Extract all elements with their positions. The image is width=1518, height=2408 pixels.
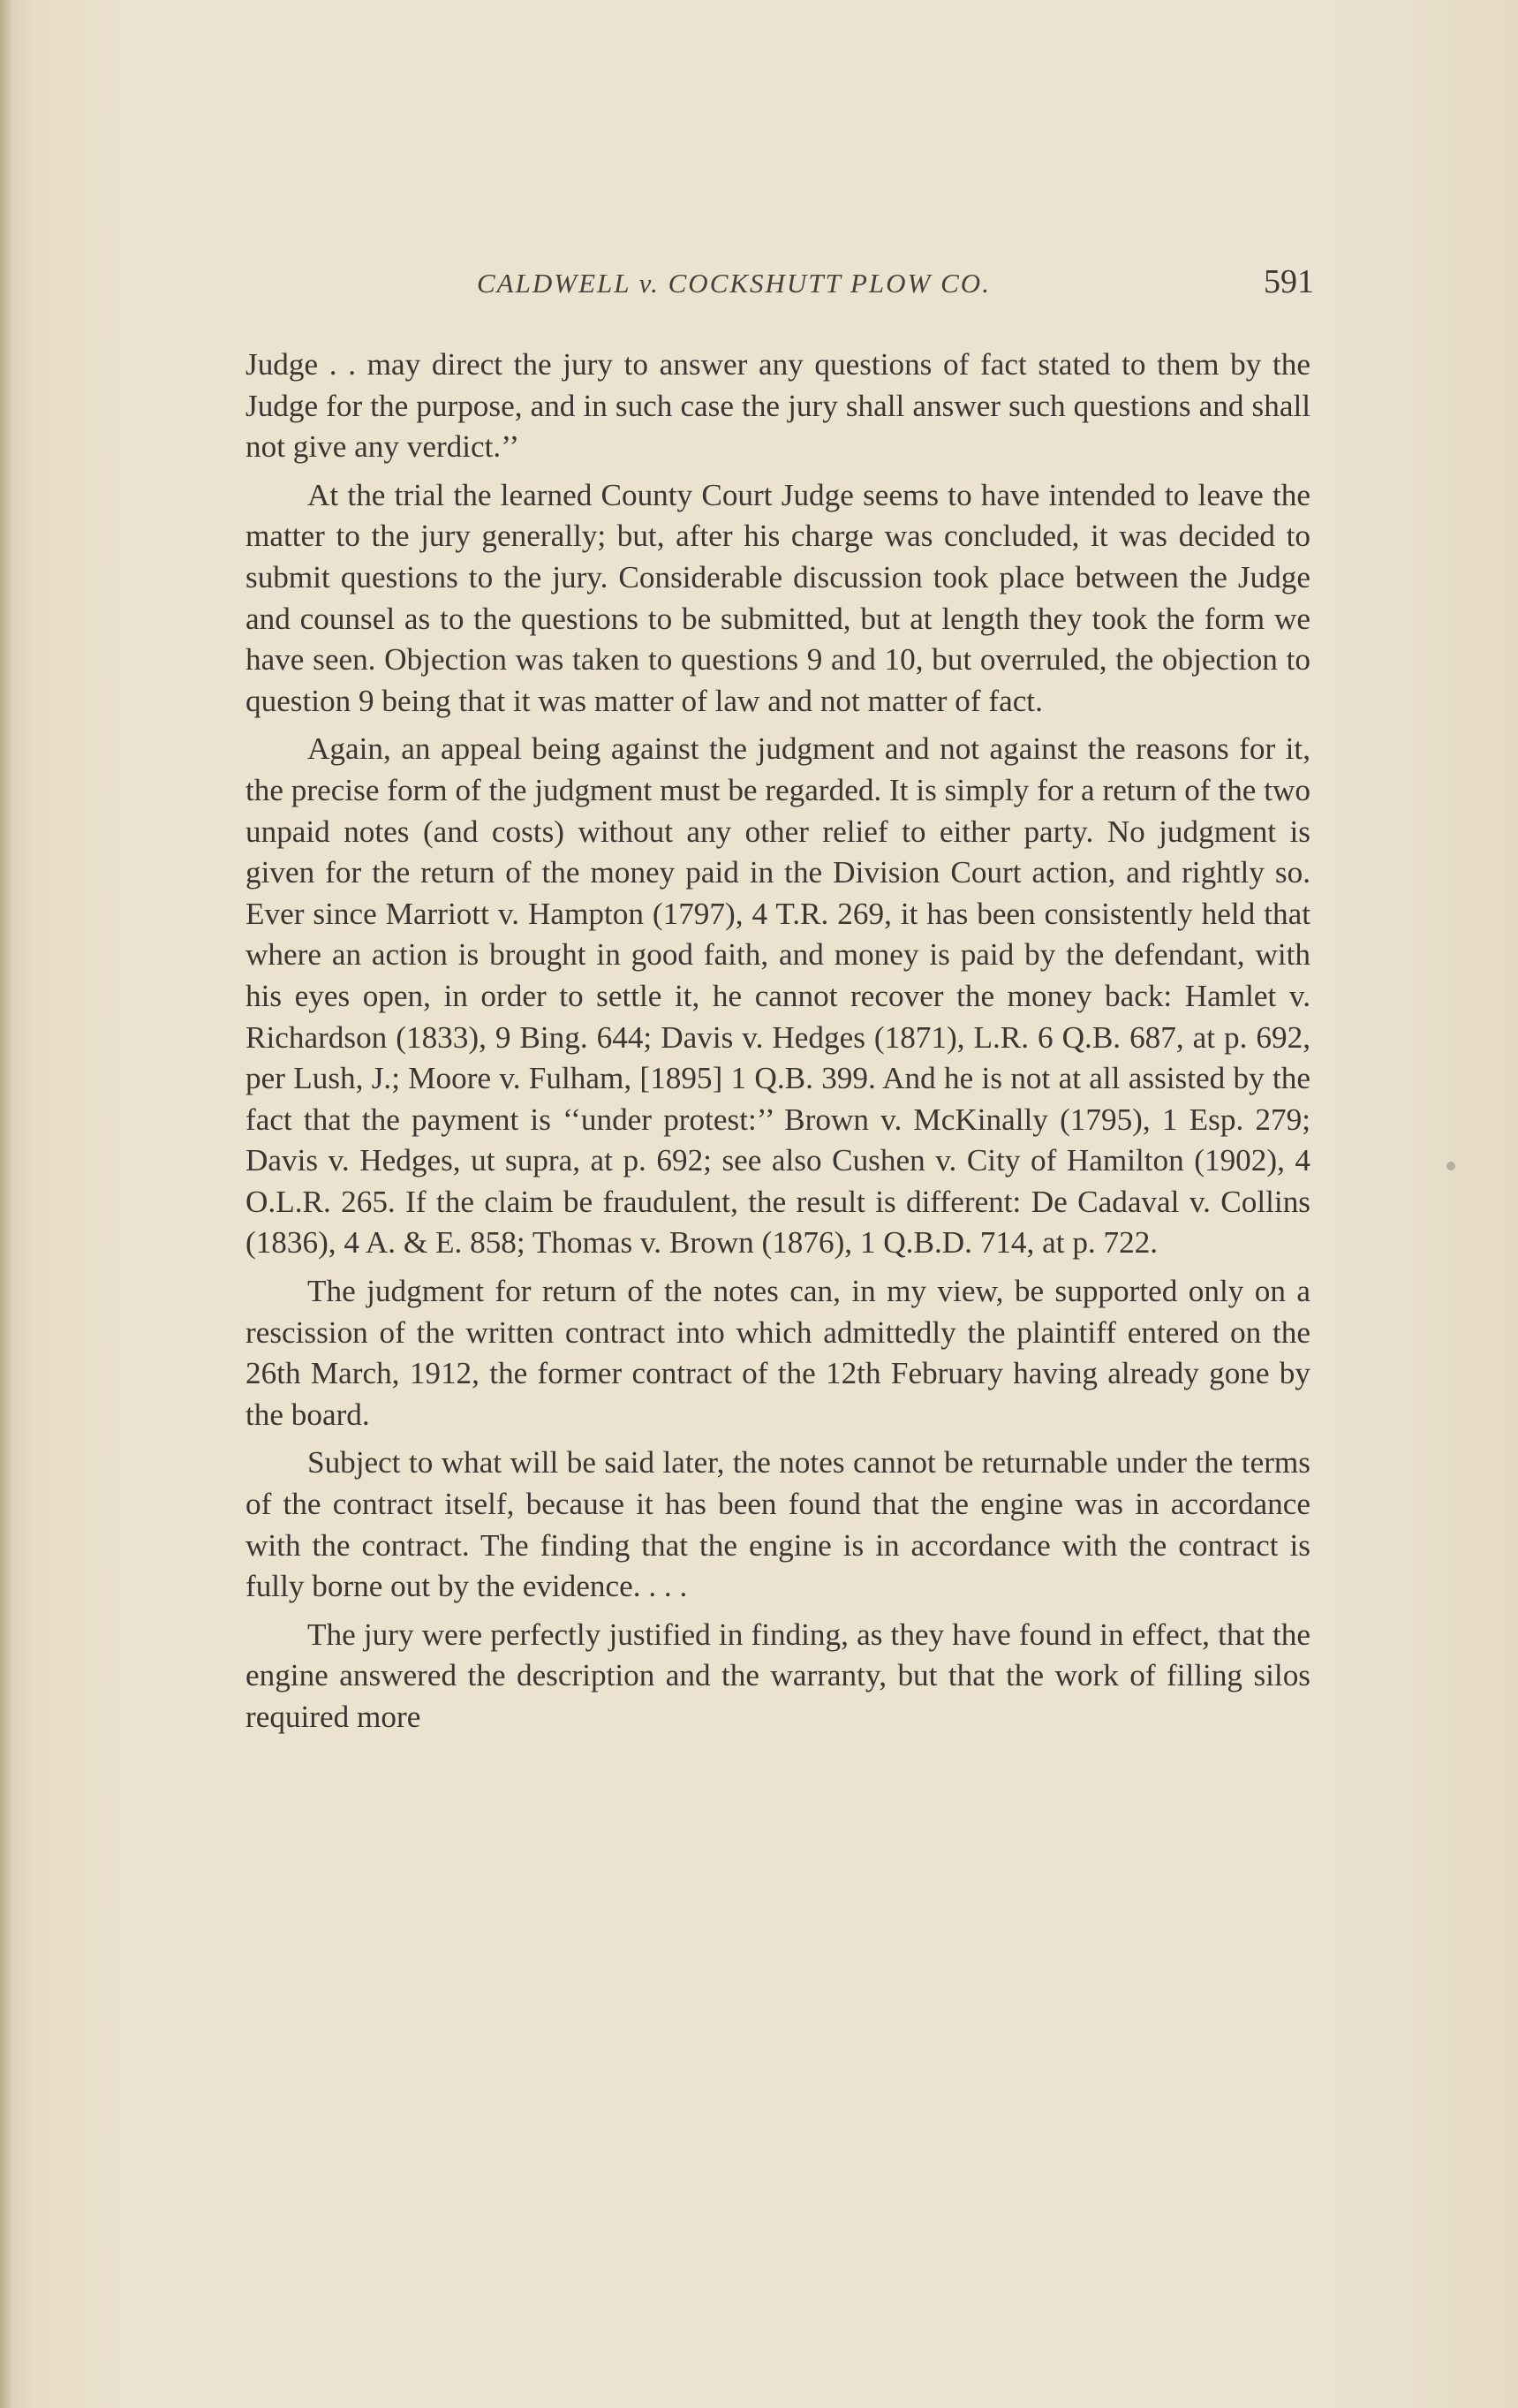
body-text xyxy=(245,345,1310,1745)
paragraph-jury-finding: The jury were perfectly justified in finding, as they have found in effect, that the engine answered the description and the warranty, but that the work of filling silos required more xyxy=(245,1617,1310,1734)
paragraph-rescission: The judgment for return of the notes can, in my view, be supported only on a rescission of the written contract into which admittedly the plaintiff entered on the 26th March, 1912, the former contract of the 12th February having already gone by the board. xyxy=(245,1274,1310,1432)
paragraph-judge-direction: Judge . . may direct the jury to answer any questions of fact stated to them by the Judge for the purpose, and in such case the jury shall answer such questions and shall not give any verdict.’’ xyxy=(245,347,1310,465)
paragraph-contract-terms: Subject to what will be said later, the notes cannot be returnable under the terms of the contract itself, because it has been found that the engine was in accordance with the contract. The finding that the engine is in accordance with the contract is fully borne out by the evidence. . . . xyxy=(245,1445,1310,1604)
paragraph-appeal: Again, an appeal being against the judgment and not against the reasons for it, the precise form of the judgment must be regarded. It is simply for a return of the two unpaid notes (and costs) without any other relief to either party. No judgment is given for the return of the money paid in the Division Court action, and rightly so. Ever since Marriott v. Hampton (1797), 4 T.R. 269, it has been consistently held that where an action is brought in good faith, and money is paid by the defendant, with his eyes open, in order to settle it, he cannot recover the money back: Hamlet v. Richardson (1833), 9 Bing. 644; Davis v. Hedges (1871), L.R. 6 Q.B. 687, at p. 692, per Lush, J.; Moore v. Fulham, [1895] 1 Q.B. 399. And he is not at all assisted by the fact that the payment is ‘‘under protest:’’ Brown v. McKinally (1795), 1 Esp. 279; Davis v. Hedges, ut supra, at p. 692; see also Cushen v. City of Hamilton (1902), 4 O.L.R. 265. If the claim be fraudulent, the result is different: De Cadaval v. Collins (1836), 4 A. & E. 858; Thomas v. Brown (1876), 1 Q.B.D. 714, at p. 722. xyxy=(245,731,1310,1261)
running-head xyxy=(245,263,1314,312)
page-number: 591 xyxy=(1264,263,1314,300)
spine-shadow xyxy=(0,0,12,2408)
running-title: CALDWELL v. COCKSHUTT PLOW CO. xyxy=(477,268,991,299)
ink-speck xyxy=(1446,1162,1455,1170)
paragraph-trial: At the trial the learned County Court Judge seems to have intended to leave the matter to the jury generally; but, after his charge was concluded, it was decided to submit questions to the jury. Considerable discussion took place between the Judge and counsel as to the questions to be submitted, but at length they took the form we have seen. Objection was taken to questions 9 and 10, but overruled, the objection to question 9 being that it was matter of law and not matter of fact. xyxy=(245,477,1310,718)
